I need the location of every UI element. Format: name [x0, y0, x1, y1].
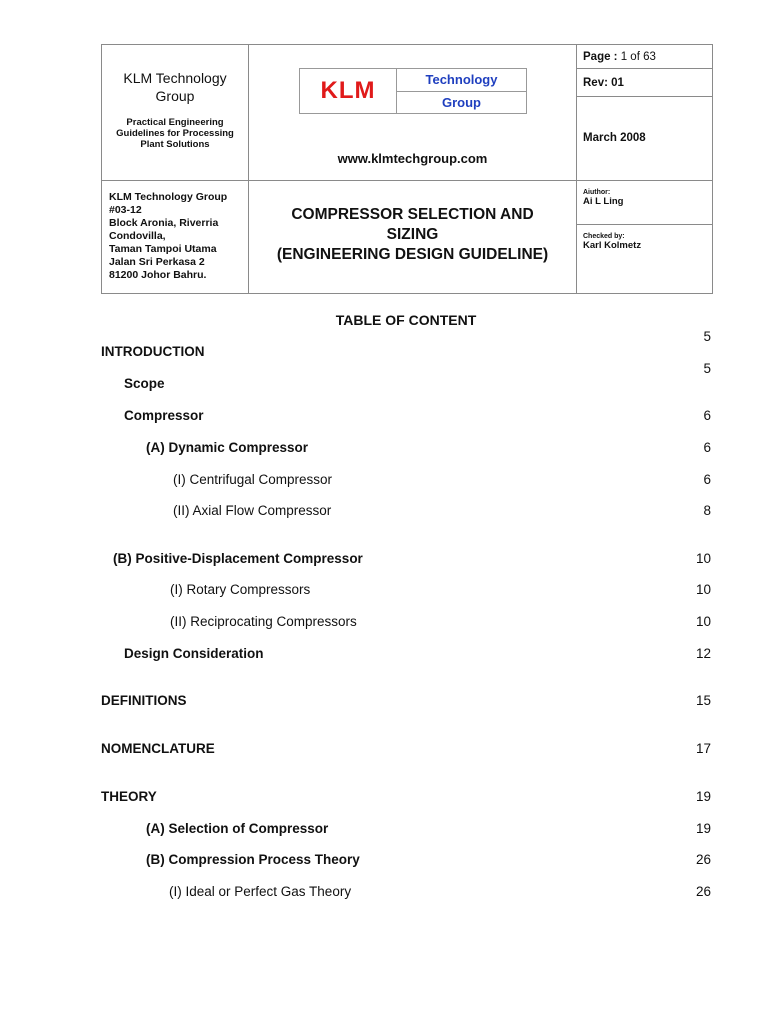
toc-page-introduction: 5: [703, 329, 711, 344]
toc-entry-nomenclature[interactable]: NOMENCLATURE: [101, 741, 215, 756]
company-info-cell: [102, 45, 249, 181]
toc-page-axial-flow-compressor: 8: [703, 503, 711, 518]
checked-by: Checked by: Karl Kolmetz: [577, 224, 713, 293]
toc-entry-rotary-compressors[interactable]: (I) Rotary Compressors: [170, 582, 311, 597]
toc-page-design-consideration: 12: [695, 646, 711, 661]
document-header: [101, 44, 713, 294]
toc-entry-selection-of-compressor[interactable]: (A) Selection of Compressor: [146, 821, 329, 836]
issue-date: March 2008: [577, 97, 713, 180]
toc-page-compressor: 6: [703, 408, 711, 423]
author: Aiuthor: Ai L Ling: [577, 180, 713, 224]
toc-entry-compressor[interactable]: Compressor: [124, 408, 204, 423]
toc-entry-axial-flow-compressor[interactable]: (II) Axial Flow Compressor: [173, 503, 332, 518]
toc-page-rotary-compressors: 10: [695, 582, 711, 597]
toc-page-scope: 5: [703, 361, 711, 376]
toc-page-ideal-gas-theory: 26: [695, 884, 711, 899]
toc-entry-theory[interactable]: THEORY: [101, 789, 157, 804]
toc-page-dynamic-compressor: 6: [703, 440, 711, 455]
toc-page-compression-process-theory: 26: [695, 852, 711, 867]
website-link[interactable]: www.klmtechgroup.com: [337, 151, 488, 166]
revision: Rev: 01: [577, 69, 713, 97]
company-name: KLM Technology Group: [123, 70, 227, 104]
toc-entry-design-consideration[interactable]: Design Consideration: [124, 646, 264, 661]
toc-entry-centrifugal-compressor[interactable]: (I) Centrifugal Compressor: [173, 472, 333, 487]
klm-logo: KLM Technology Group: [299, 68, 527, 114]
toc-page-theory: 19: [695, 789, 711, 804]
toc-entry-ideal-gas-theory[interactable]: (I) Ideal or Perfect Gas Theory: [169, 884, 352, 899]
document-title: COMPRESSOR SELECTION AND SIZING (ENGINEERING DESIGN GUIDELINE): [249, 180, 577, 293]
toc-page-definitions: 15: [695, 693, 711, 708]
toc-entry-scope[interactable]: Scope: [124, 376, 165, 391]
company-address: KLM Technology Group #03-12 Block Aronia, Riverria Condovilla, Taman Tampoi Utama Jalan Sri Perkasa 2 81200 Johor Bahru.: [102, 180, 249, 293]
toc-page-selection-of-compressor: 19: [695, 821, 711, 836]
toc-heading: TABLE OF CONTENT: [335, 312, 477, 328]
toc-entry-compression-process-theory[interactable]: (B) Compression Process Theory: [146, 852, 360, 867]
toc-entry-reciprocating-compressors[interactable]: (II) Reciprocating Compressors: [170, 614, 357, 629]
page-number: Page : 1 of 63: [577, 45, 713, 69]
toc-entry-dynamic-compressor[interactable]: (A) Dynamic Compressor: [146, 440, 309, 455]
toc-page-nomenclature: 17: [695, 741, 711, 756]
toc-entry-definitions[interactable]: DEFINITIONS: [101, 693, 187, 708]
toc-page-reciprocating-compressors: 10: [695, 614, 711, 629]
company-tagline: Practical Engineering Guidelines for Processing Plant Solutions: [116, 117, 234, 150]
toc-page-positive-displacement-compressor: 10: [695, 551, 711, 566]
toc-entry-positive-displacement-compressor[interactable]: (B) Positive-Displacement Compressor: [113, 551, 363, 566]
logo-cell: [249, 45, 577, 181]
toc-page-centrifugal-compressor: 6: [703, 472, 711, 487]
toc-entry-introduction[interactable]: INTRODUCTION: [101, 344, 205, 359]
